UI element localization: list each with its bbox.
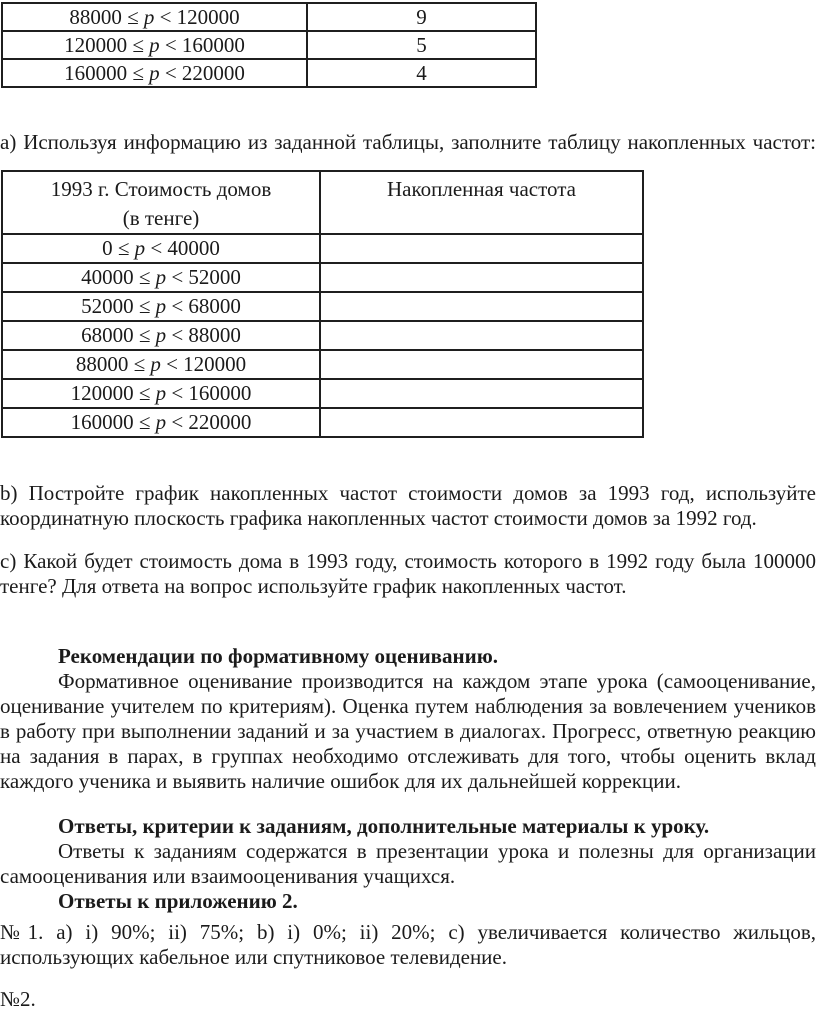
range-text: < 88000 <box>166 323 241 347</box>
range-text: 120000 ≤ <box>70 381 156 405</box>
frequency-table-1992-partial <box>1 2 537 88</box>
header-line: 1993 г. Стоимость домов <box>50 177 272 201</box>
task-c-text <box>0 549 816 599</box>
range-variable: p <box>150 352 161 376</box>
price-range-cell <box>2 59 307 87</box>
range-variable: p <box>155 410 167 434</box>
cumulative-frequency-table <box>1 170 644 438</box>
text-line: b) Постройте график накопленных частот стоимости домов за 1993 год, используйте <box>0 481 816 505</box>
text-line: оценивание учителем по критериям). Оценка путем наблюдения за вовлечением учеников <box>0 694 816 718</box>
text-line: использующих кабельное или спутниковое телевидение. <box>0 945 507 969</box>
range-text: < 68000 <box>166 294 241 318</box>
recommendations-heading: Рекомендации по формативному оцениванию. <box>58 644 499 668</box>
table-row <box>2 292 643 321</box>
table-row <box>2 263 643 292</box>
price-range-cell <box>2 350 320 379</box>
range-text: 52000 ≤ <box>81 294 156 318</box>
table-header-price <box>2 171 320 234</box>
price-range-cell <box>2 292 320 321</box>
range-variable: p <box>155 381 167 405</box>
text-line: каждого ученика и выявить наличие ошибок для их дальнейшей коррекции. <box>0 769 681 793</box>
range-variable: p <box>155 294 167 318</box>
answers-heading: Ответы, критерии к заданиям, дополнительные материалы к уроку. <box>58 814 710 838</box>
text-line: на задания в парах, в группах необходимо отслеживать для того, чтобы оценить вклад <box>0 744 816 768</box>
table-row <box>2 59 536 87</box>
text-line: Формативное оценивание производится на каждом этапе урока (самооценивание, <box>58 669 816 693</box>
answer-2-text: №2. <box>0 987 36 1011</box>
answers-paragraph <box>0 839 816 889</box>
price-range-cell <box>2 3 307 31</box>
empty-frequency-cell <box>320 350 643 379</box>
empty-frequency-cell <box>320 292 643 321</box>
range-text: < 160000 <box>159 32 245 57</box>
range-text: 40000 ≤ <box>81 265 156 289</box>
range-text: < 40000 <box>145 236 220 260</box>
text-line: тенге? Для ответа на вопрос используйте график накопленных частот. <box>0 574 627 598</box>
range-text: 160000 ≤ <box>70 410 156 434</box>
price-range-cell <box>2 263 320 292</box>
task-b-text <box>0 481 816 531</box>
empty-frequency-cell <box>320 263 643 292</box>
empty-frequency-cell <box>320 234 643 263</box>
answer-1-text <box>0 920 816 970</box>
range-text: 0 ≤ <box>102 236 135 260</box>
range-text: 68000 ≤ <box>81 323 156 347</box>
range-text: 88000 ≤ <box>69 4 144 29</box>
table-header-row <box>2 171 643 234</box>
header-line: (в тенге) <box>122 206 200 230</box>
range-text: < 52000 <box>166 265 241 289</box>
table-row <box>2 234 643 263</box>
range-variable: p <box>149 60 160 85</box>
table-row <box>2 31 536 59</box>
price-range-cell <box>2 408 320 437</box>
frequency-value-cell: 4 <box>307 59 536 87</box>
frequency-value-cell: 9 <box>307 3 536 31</box>
empty-frequency-cell <box>320 321 643 350</box>
price-range-cell <box>2 234 320 263</box>
appendix-answers-heading: Ответы к приложению 2. <box>58 889 298 913</box>
range-text: < 160000 <box>166 381 252 405</box>
text-line: самооценивания или взаимооценивания учащихся. <box>0 864 456 888</box>
price-range-cell <box>2 379 320 408</box>
frequency-value-cell: 5 <box>307 31 536 59</box>
table-row <box>2 379 643 408</box>
range-text: < 120000 <box>154 4 240 29</box>
text-line: координатную плоскость графика накопленных частот стоимости домов за 1992 год. <box>0 506 757 530</box>
range-variable: p <box>134 236 146 260</box>
table-header-cumulative-frequency: Накопленная частота <box>320 171 643 234</box>
price-range-cell <box>2 31 307 59</box>
range-variable: p <box>155 323 167 347</box>
range-variable: p <box>143 4 155 29</box>
range-text: 120000 ≤ <box>64 32 150 57</box>
range-text: 160000 ≤ <box>64 60 150 85</box>
range-variable: p <box>155 265 167 289</box>
table-row <box>2 321 643 350</box>
range-text: < 220000 <box>159 60 245 85</box>
recommendations-paragraph <box>0 669 816 794</box>
text-line: в работу при выполнении заданий и за участием в диалогах. Прогресс, ответную реакцию <box>0 719 816 743</box>
text-line: с) Какой будет стоимость дома в 1993 году, стоимость которого в 1992 году была 100000 <box>0 549 816 573</box>
price-range-cell <box>2 321 320 350</box>
range-text: < 120000 <box>160 352 247 376</box>
table-row <box>2 3 536 31</box>
text-line: Ответы к заданиям содержатся в презентации урока и полезны для организации <box>58 839 816 863</box>
range-variable: p <box>149 32 160 57</box>
task-a-text: а) Используя информацию из заданной таблицы, заполните таблицу накопленных частот: <box>0 130 816 154</box>
table-row <box>2 350 643 379</box>
range-text: < 220000 <box>166 410 252 434</box>
empty-frequency-cell <box>320 408 643 437</box>
range-text: 88000 ≤ <box>75 352 151 376</box>
table-row <box>2 408 643 437</box>
text-line: №1. а) i) 90%; ii) 75%; b) i) 0%; ii) 20%; с) увеличивается количество жильцов, <box>0 920 816 944</box>
empty-frequency-cell <box>320 379 643 408</box>
